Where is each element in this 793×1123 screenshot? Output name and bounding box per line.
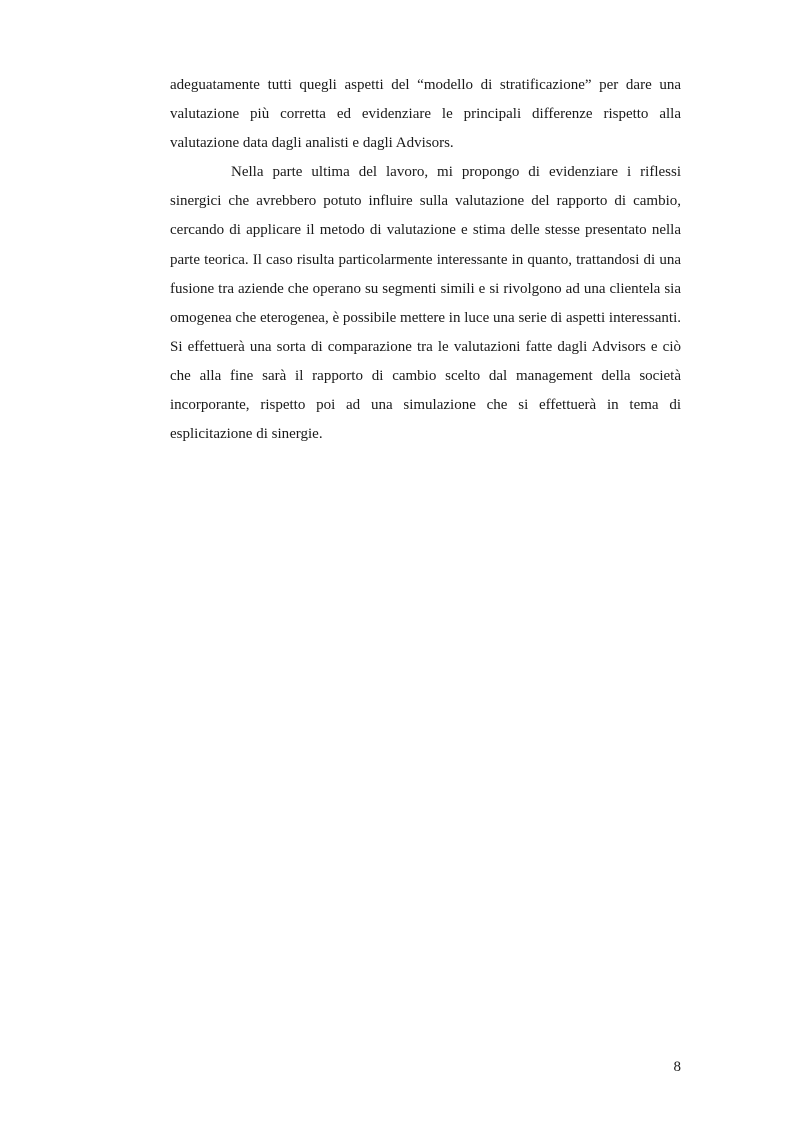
paragraph-synergies: Nella parte ultima del lavoro, mi propongo di evidenziare i riflessi sinergici che avrebbero potuto influire sulla valutazione del rapporto di cambio, cercando di applicare il metodo di valutazione e stima delle stesse presentato nella parte teorica. Il caso risulta particolarmente interessante in quanto, trattandosi di una fusione tra aziende che operano su segmenti simili e si rivolgono ad una clientela sia omogenea che eterogenea, è possibile mettere in luce una serie di aspetti interessanti. Si effettuerà una sorta di comparazione tra le valutazioni fatte dagli Advisors e ciò che alla fine sarà il rapporto di cambio scelto dal management della società incorporante, rispetto poi ad una simulazione che si effettuerà in tema di esplicitazione di sinergie. bbox=[170, 164, 681, 443]
page-number: 8 bbox=[673, 1059, 681, 1075]
body-text bbox=[170, 71, 681, 449]
paragraph-continuation: adeguatamente tutti quegli aspetti del “modello di stratificazione” per dare una valutazione più corretta ed evidenziare le principali differenze rispetto alla valutazione data dagli analisti e dagli Advisors. bbox=[170, 77, 681, 152]
